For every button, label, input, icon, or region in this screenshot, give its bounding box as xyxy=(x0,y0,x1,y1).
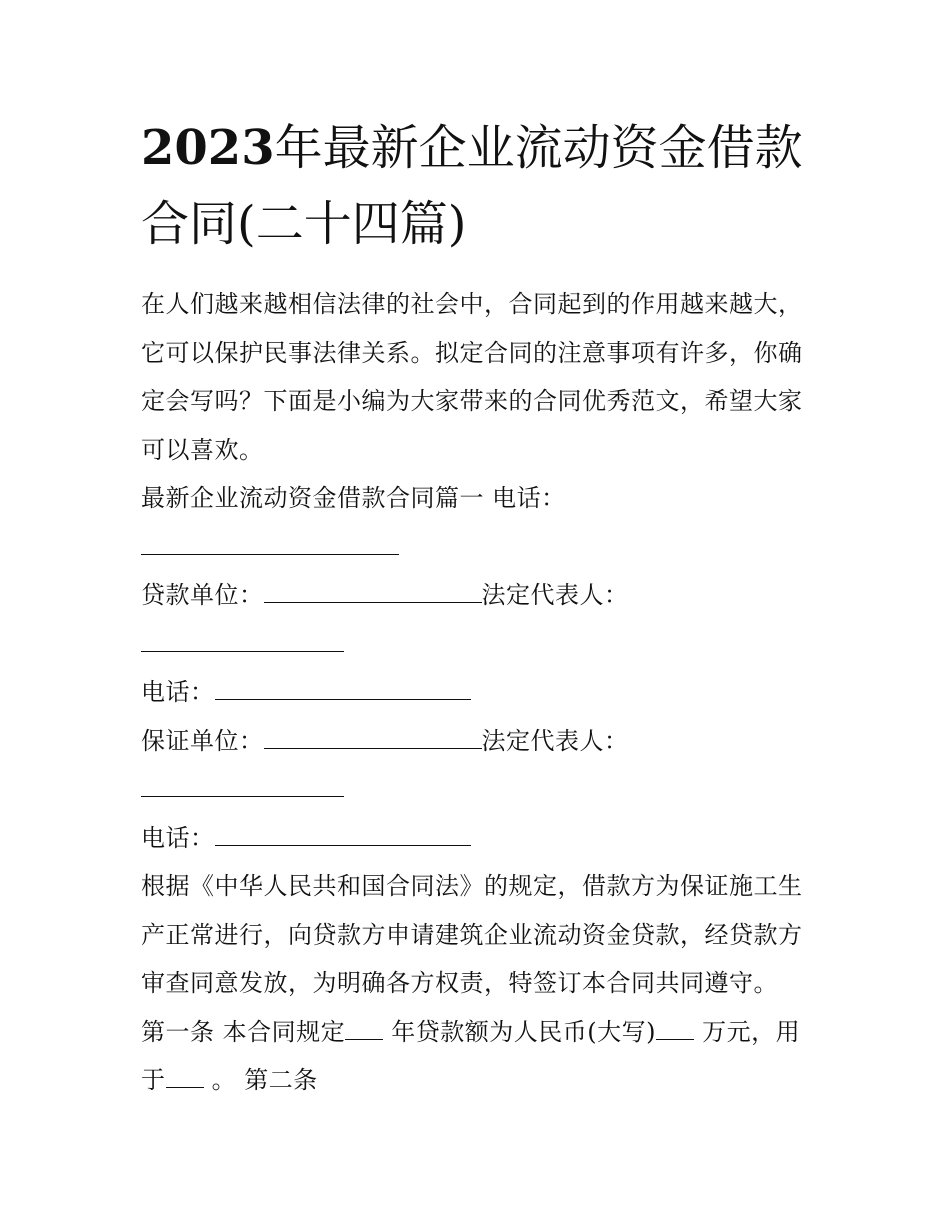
intro-line: 它可以保护民事法律关系。拟定合同的注意事项有许多，你确 xyxy=(141,338,803,367)
intro-line: 可以喜欢。 xyxy=(141,435,264,464)
article1-text: 第一条 本合同规定 xyxy=(141,1017,346,1046)
blank-line xyxy=(264,728,482,749)
legal-rep-label: 法定代表人： xyxy=(481,581,629,609)
title-year: 2023 xyxy=(141,120,275,176)
article1-text: 年贷款额为人民币(大写) xyxy=(383,1017,656,1046)
blank-line xyxy=(345,1019,383,1040)
blank-line-row xyxy=(141,523,816,572)
guarantor-label: 保证单位： xyxy=(141,726,264,755)
blank-line xyxy=(215,679,471,700)
document-body xyxy=(141,280,816,1105)
lender-field-row xyxy=(141,571,816,620)
blank-line xyxy=(141,631,344,652)
paragraph-line: 审查同意发放，为明确各方权责，特签订本合同共同遵守。 xyxy=(141,969,778,997)
article1-text: 。 第二条 xyxy=(203,1066,318,1094)
document-title xyxy=(141,110,831,262)
blank-line xyxy=(656,1019,694,1040)
legal-rep-label: 法定代表人： xyxy=(481,726,629,755)
intro-line: 定会写吗？下面是小编为大家带来的合同优秀范文，希望大家 xyxy=(141,387,803,415)
guarantor-field-row xyxy=(141,717,816,766)
blank-line xyxy=(141,534,399,555)
article-line xyxy=(141,1056,816,1105)
paragraph-line: 根据《中华人民共和国合同法》的规定，借款方为保证施工生 xyxy=(141,872,803,900)
article-line xyxy=(141,1008,816,1057)
title-line1-rest: 年最新企业流动资金借款 xyxy=(274,120,803,176)
blank-line-row xyxy=(141,620,816,669)
paragraph-line: 产正常进行，向贷款方申请建筑企业流动资金贷款，经贷款方 xyxy=(141,920,803,949)
blank-line xyxy=(264,582,482,603)
blank-line xyxy=(141,776,344,797)
lender-label: 贷款单位： xyxy=(141,581,264,609)
phone-label: 电话： xyxy=(141,678,215,706)
title-line2: 合同(二十四篇) xyxy=(141,196,467,252)
article1-text: 万元，用 xyxy=(694,1017,801,1046)
phone-field-row xyxy=(141,814,816,863)
blank-line xyxy=(166,1067,204,1088)
phone-field-row xyxy=(141,668,816,717)
phone-label: 电话： xyxy=(141,823,215,852)
article1-text: 于 xyxy=(141,1066,166,1094)
intro-line: 在人们越来越相信法律的社会中，合同起到的作用越来越大， xyxy=(141,290,803,318)
section-heading: 最新企业流动资金借款合同篇一 电话： xyxy=(141,484,566,512)
blank-line-row xyxy=(141,765,816,814)
blank-line xyxy=(215,825,471,846)
